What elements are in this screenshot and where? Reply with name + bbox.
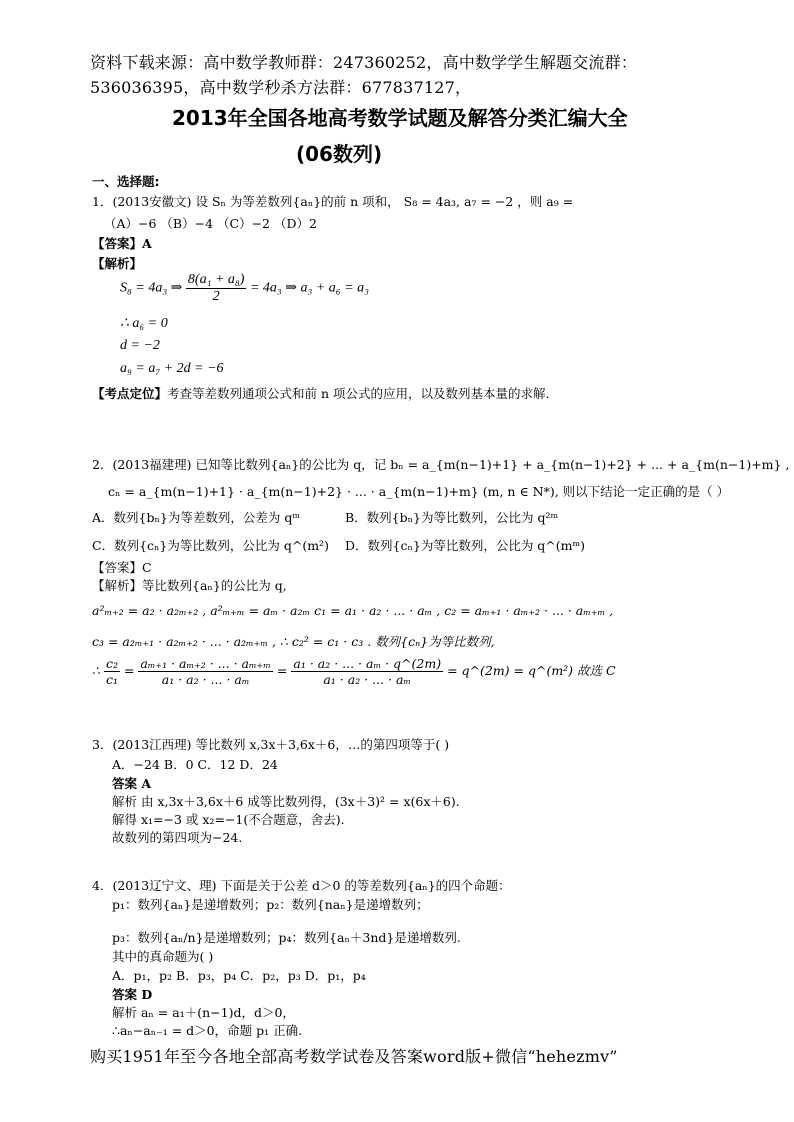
q2-right-denominator: a₁ · a₂ · ... · aₘ: [323, 672, 412, 687]
q2-mid-denominator: a₁ · a₂ · ... · aₘ: [161, 672, 250, 687]
q2-option-c: C．数列{cₙ}为等比数列，公比为 q^(m²): [92, 538, 329, 553]
q2-option-d: D．数列{cₙ}为等比数列，公比为 q^(mᵐ): [345, 538, 586, 553]
q1-options: （A）−6 （B）−4 （C）−2 （D）2: [104, 216, 317, 231]
q2-line-2: cₙ = a_{m(n−1)+1} · a_{m(n−1)+2} · ... · a_{m(n−1)+m} (m, n ∈ N*), 则以下结论一定正确的是（ ）: [108, 484, 730, 499]
q1-step1-right: = 4a₃ ⇒ a₃ + a₆ = a₃: [249, 280, 369, 296]
q1-analysis-label: 【解析】: [92, 256, 143, 271]
q1-step-2: ∴ a₆ = 0: [120, 316, 168, 331]
q2-ratio-equation: [92, 656, 616, 687]
page-subtitle: (06数列): [296, 142, 383, 166]
q4-analysis-1: 解析 aₙ = a₁＋(n−1)d，d＞0，: [112, 1005, 295, 1020]
q2-mid-fraction: [138, 656, 273, 687]
q2-lhs-denominator: c₁: [105, 672, 118, 687]
q1-step-4: a₉ = a₇ + 2d = −6: [120, 361, 224, 376]
q1-step1-fraction: [186, 272, 247, 305]
q1-answer: 【答案】A: [92, 236, 152, 251]
q4-p1-p2: p₁：数列{aₙ}是递增数列；p₂：数列{naₙ}是递增数列；: [112, 897, 429, 912]
q2-stem: 2．(2013福建理) 已知等比数列{aₙ}的公比为 q，记 bₙ = a_{m(n−1)+1} + a_{m(n−1)+2} + ... + a_{m(n−1)+m} ,: [92, 457, 790, 472]
q2-lhs-numerator: c₂: [105, 656, 118, 671]
q2-equals-2: =: [276, 663, 288, 678]
q2-option-a: A．数列{bₙ}为等差数列，公差为 qᵐ: [92, 510, 300, 525]
q4-which: 其中的真命题为( ): [112, 949, 214, 964]
q4-analysis-2: ∴aₙ−aₙ₋₁ = d＞0，命题 p₁ 正确.: [112, 1023, 303, 1038]
q4-options: A．p₁，p₂ B．p₃，p₄ C．p₂，p₃ D．p₁，p₄: [112, 968, 366, 983]
q2-line-b: c₃ = a₂ₘ₊₁ · a₂ₘ₊₂ · ... · a₂ₘ₊ₘ , ∴ c₂² = c₁ · c₃ . 数列{cₙ}为等比数列,: [92, 634, 495, 649]
q2-equals-1: =: [123, 663, 135, 678]
q4-stem: 4．(2013辽宁文、理) 下面是关于公差 d＞0 的等差数列{aₙ}的四个命题：: [92, 878, 511, 893]
q2-mid-numerator: aₘ₊₁ · aₘ₊₂ · ... · aₘ₊ₘ: [140, 656, 271, 671]
header-line-1: 资料下载来源：高中数学教师群：247360252，高中数学学生解题交流群：: [90, 53, 638, 72]
q2-ratio-tail: = q^(2m) = q^(m²) 故选 C: [447, 663, 616, 678]
q2-right-numerator: a₁ · a₂ · ... · aₘ · q^(2m): [293, 656, 442, 671]
q4-answer: 答案 D: [112, 987, 153, 1002]
q1-step1-numerator: 8(a₁ + a₈): [187, 272, 245, 287]
q1-step1-denominator: 2: [212, 289, 220, 304]
q1-step-1: [120, 272, 369, 305]
footer-note: 购买1951年至今各地全部高考数学试卷及答案word版+微信“hehezmv”: [90, 1047, 618, 1066]
q3-analysis-2: 解得 x₁=−3 或 x₂=−1(不合题意，舍去).: [112, 812, 345, 827]
q2-option-b: B．数列{bₙ}为等比数列，公比为 q²ᵐ: [345, 510, 559, 525]
q1-point: [92, 384, 550, 402]
q3-analysis-1: 解析 由 x,3x＋3,6x＋6 成等比数列得，(3x＋3)² = x(6x＋6).: [112, 794, 460, 809]
q1-stem: 1．(2013安徽文) 设 Sₙ 为等差数列{aₙ}的前 n 项和， S₈ = 4a₃, a₇ = −2 ，则 a₉ =: [92, 194, 574, 209]
q1-point-text: 考查等差数列通项公式和前 n 项公式的应用，以及数列基本量的求解.: [167, 386, 550, 401]
q2-analysis: 【解析】等比数列{aₙ}的公比为 q,: [92, 578, 287, 593]
q3-options: A．−24 B．0 C．12 D．24: [112, 757, 278, 772]
section-heading: 一、选择题:: [92, 174, 160, 189]
q3-answer: 答案 A: [112, 776, 152, 791]
header-line-2: 536036395，高中数学秒杀方法群：677837127，: [90, 78, 472, 97]
page-title: 2013年全国各地高考数学试题及解答分类汇编大全: [172, 106, 628, 130]
q2-therefore-sign: ∴: [92, 663, 100, 678]
q3-analysis-3: 故数列的第四项为−24.: [112, 830, 243, 845]
q4-p3-p4: p₃：数列{aₙ/n}是递增数列；p₄：数列{aₙ＋3nd}是递增数列.: [112, 930, 461, 945]
q2-lhs-fraction: [104, 656, 120, 687]
q3-stem: 3．(2013江西理) 等比数列 x,3x＋3,6x＋6，…的第四项等于( ): [92, 737, 450, 752]
q1-step1-left: S₈ = 4a₃ ⇒: [120, 280, 183, 296]
q2-answer: 【答案】C: [92, 560, 152, 575]
q1-step-3: d = −2: [120, 338, 160, 353]
q2-right-fraction: [291, 656, 443, 687]
q1-point-label: 【考点定位】: [92, 386, 168, 401]
q2-line-a: a²ₘ₊₂ = a₂ · a₂ₘ₊₂ , a²ₘ₊ₘ = aₘ · a₂ₘ c₁ = a₁ · a₂ · ... · aₘ , c₂ = aₘ₊₁ · aₘ₊₂ · ... · aₘ₊ₘ ,: [92, 603, 614, 618]
